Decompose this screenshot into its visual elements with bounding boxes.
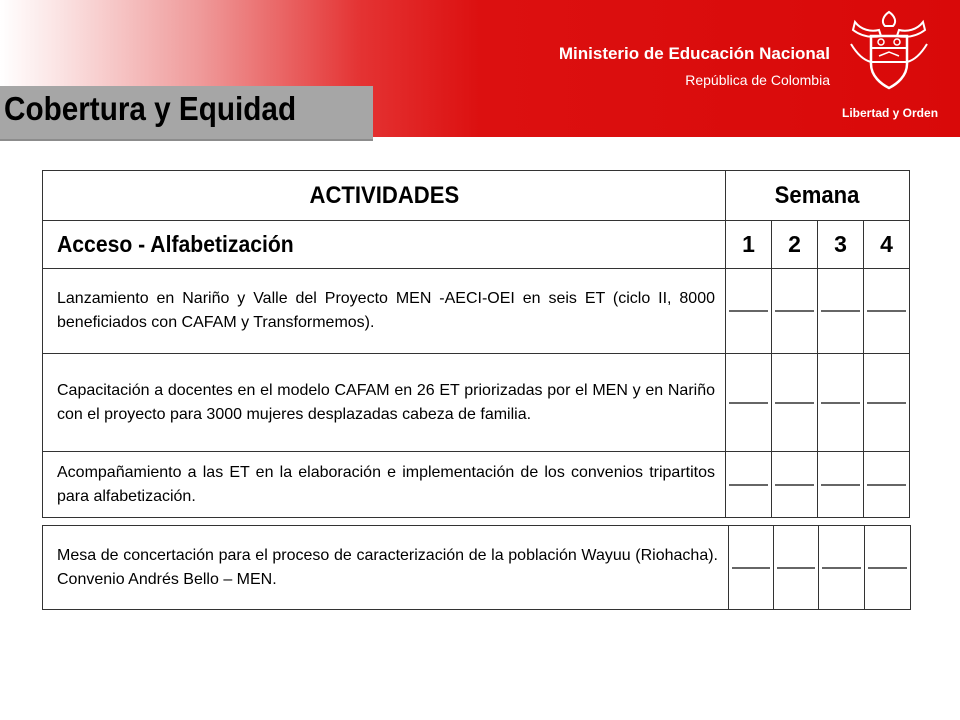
week-cell-scheduled bbox=[867, 484, 906, 486]
week-cell-scheduled bbox=[729, 310, 768, 312]
page-title: Cobertura y Equidad bbox=[4, 90, 297, 127]
week-cell-empty bbox=[822, 567, 861, 569]
week-cell bbox=[864, 452, 910, 518]
week-cell bbox=[772, 354, 818, 452]
activities-header: ACTIVIDADES bbox=[43, 171, 726, 221]
week-cell bbox=[772, 269, 818, 354]
week-cell bbox=[865, 526, 911, 610]
coat-of-arms-icon bbox=[843, 8, 935, 92]
week-cell-scheduled bbox=[821, 402, 860, 404]
week-header: Semana bbox=[726, 171, 910, 221]
republic-name: República de Colombia bbox=[685, 72, 830, 88]
week-cell-empty bbox=[732, 567, 770, 569]
extra-activity-table bbox=[42, 525, 911, 610]
week-cell bbox=[726, 354, 772, 452]
section-title-bar bbox=[0, 86, 373, 141]
week-cell-scheduled bbox=[868, 567, 907, 569]
week-cell-empty bbox=[777, 567, 815, 569]
week-cell-empty bbox=[821, 310, 860, 312]
week-cell bbox=[818, 354, 864, 452]
week-cell-empty bbox=[867, 310, 906, 312]
activity-text: Acompañamiento a las ET en la elaboración e implementación de los convenios tripartitos para alfabetización. bbox=[43, 452, 726, 518]
week-cell bbox=[819, 526, 865, 610]
seal-motto: Libertad y Orden bbox=[842, 106, 939, 120]
activity-text: Lanzamiento en Nariño y Valle del Proyecto MEN -AECI-OEI en seis ET (ciclo II, 8000 beneficiados con CAFAM y Transformemos). bbox=[43, 269, 726, 354]
section-row bbox=[43, 221, 910, 269]
ministry-name: Ministerio de Educación Nacional bbox=[558, 44, 830, 63]
week-cell-scheduled bbox=[821, 484, 860, 486]
activity-text: Mesa de concertación para el proceso de caracterización de la población Wayuu (Riohacha). Convenio Andrés Bello – MEN. bbox=[43, 526, 729, 610]
week-cell bbox=[774, 526, 819, 610]
section-label: Acceso - Alfabetización bbox=[43, 221, 726, 269]
week-cell-scheduled bbox=[775, 402, 814, 404]
week-cell bbox=[818, 452, 864, 518]
table-row bbox=[43, 526, 911, 610]
table-header-row bbox=[43, 171, 910, 221]
week-cell-scheduled bbox=[775, 484, 814, 486]
week-number-2: 2 bbox=[772, 221, 818, 269]
week-cell-scheduled bbox=[729, 484, 768, 486]
week-cell bbox=[726, 269, 772, 354]
week-number-3: 3 bbox=[818, 221, 864, 269]
table-row bbox=[43, 452, 910, 518]
week-cell bbox=[818, 269, 864, 354]
week-cell bbox=[772, 452, 818, 518]
table-row bbox=[43, 269, 910, 354]
week-cell bbox=[864, 269, 910, 354]
week-cell bbox=[864, 354, 910, 452]
activity-text: Capacitación a docentes en el modelo CAFAM en 26 ET priorizadas por el MEN y en Nariño con el proyecto para 3000 mujeres desplazadas cabeza de familia. bbox=[43, 354, 726, 452]
week-cell-empty bbox=[775, 310, 814, 312]
week-cell bbox=[726, 452, 772, 518]
week-cell-scheduled bbox=[867, 402, 906, 404]
activities-table bbox=[42, 170, 910, 518]
week-number-1: 1 bbox=[726, 221, 772, 269]
week-number-4: 4 bbox=[864, 221, 910, 269]
table-row bbox=[43, 354, 910, 452]
week-cell bbox=[729, 526, 774, 610]
week-cell-scheduled bbox=[729, 402, 768, 404]
